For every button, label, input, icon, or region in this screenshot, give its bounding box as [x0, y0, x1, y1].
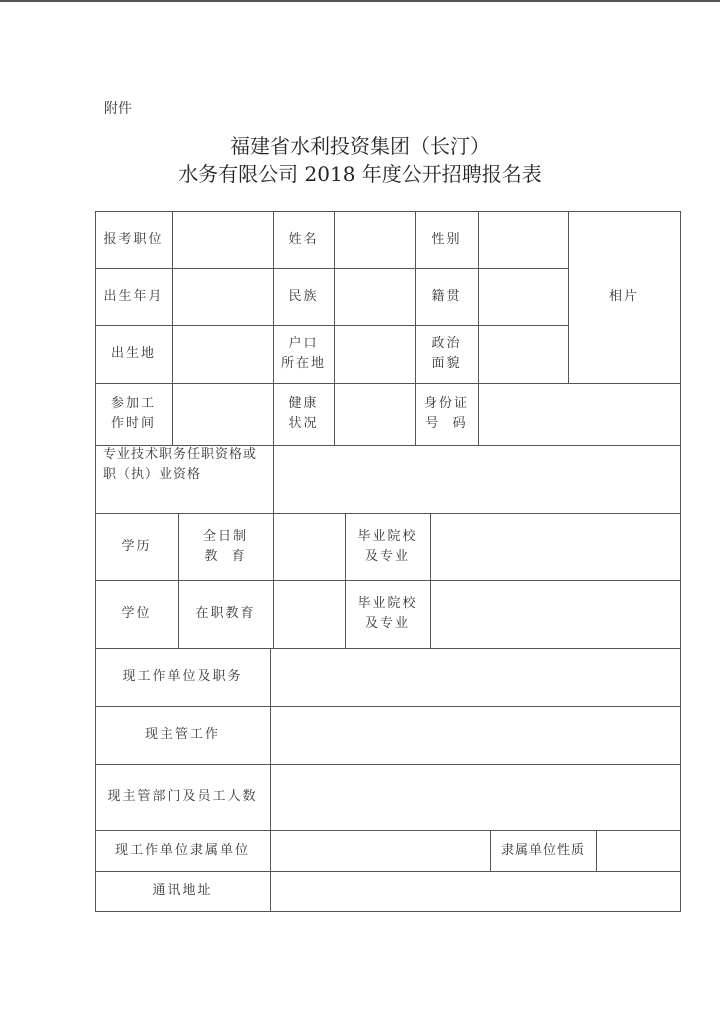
label-name: 姓名: [288, 231, 319, 247]
label-qualification: [95, 445, 273, 513]
label-position-applied: 报考职位: [103, 231, 164, 247]
label-work-start-line-1: 参加工: [110, 396, 156, 411]
label-fulltime-line-2: 教 育: [204, 548, 247, 564]
field-fulltime-education[interactable]: [274, 514, 345, 580]
form-title-line-2: 水务有限公司 2018 年度公开招聘报名表: [178, 162, 542, 186]
field-current-duties[interactable]: [271, 707, 680, 764]
label-current-employer: 现工作单位及职务: [122, 669, 243, 684]
field-hukou[interactable]: [335, 326, 415, 383]
label-school-major-line-1: 毕业院校: [357, 528, 418, 544]
field-qualification[interactable]: [274, 446, 680, 513]
label-political-line-1: 政治: [431, 336, 462, 351]
label-qualification-line-2: 职（执）业资格: [103, 467, 202, 482]
label-degree: 学位: [121, 606, 152, 621]
field-dept-headcount[interactable]: [271, 765, 680, 830]
field-birthplace[interactable]: [173, 326, 273, 383]
field-political-status[interactable]: [479, 326, 568, 383]
field-current-employer[interactable]: [271, 649, 680, 706]
label-school-major-2: [345, 580, 430, 648]
label-school-major: [345, 513, 430, 580]
label-ethnicity: 民族: [288, 288, 319, 304]
label-qualification-line-1: 专业技术职务任职资格或: [103, 447, 258, 462]
field-gender[interactable]: [479, 212, 568, 268]
label-native-place: 籍贯: [431, 288, 462, 304]
field-position-applied[interactable]: [173, 212, 273, 268]
attachment-label: 附件: [104, 101, 132, 117]
label-education: 学历: [121, 538, 152, 554]
label-hukou-line-2: 所在地: [280, 356, 326, 371]
field-school-major[interactable]: [431, 514, 680, 580]
label-political-line-2: 面貌: [431, 356, 462, 371]
field-ethnicity[interactable]: [335, 269, 415, 325]
label-address: 通讯地址: [152, 883, 213, 898]
label-id-line-1: 身份证: [423, 396, 469, 411]
label-hukou: [273, 325, 334, 383]
field-health[interactable]: [335, 384, 415, 445]
field-name[interactable]: [335, 212, 415, 268]
label-school-major-line-2: 及专业: [364, 548, 410, 564]
field-native-place[interactable]: [479, 269, 568, 325]
table-border-bottom: [95, 911, 681, 912]
field-id-number[interactable]: [479, 384, 680, 445]
field-birth-date[interactable]: [173, 269, 273, 325]
label-inservice-education: 在职教育: [195, 606, 256, 621]
label-current-duties: 现主管工作: [144, 727, 220, 742]
label-health-line-1: 健康: [288, 396, 319, 411]
label-parent-unit-type: 隶属单位性质: [500, 842, 585, 858]
table-border-right: [680, 211, 681, 912]
field-inservice-education[interactable]: [274, 581, 345, 648]
form-title-line-1: 福建省水利投资集团（长汀）: [230, 134, 490, 158]
field-parent-unit[interactable]: [271, 831, 490, 871]
field-school-major-2[interactable]: [431, 581, 680, 648]
label-id-number: [415, 383, 478, 445]
field-address[interactable]: [271, 872, 680, 911]
field-work-start[interactable]: [173, 384, 273, 445]
label-fulltime-education: [178, 513, 273, 580]
label-fulltime-line-1: 全日制: [202, 528, 248, 544]
label-hukou-line-1: 户口: [288, 336, 319, 351]
label-birthplace: 出生地: [110, 346, 156, 361]
label-health: [273, 383, 334, 445]
label-political-status: [415, 325, 478, 383]
scan-edge: [0, 0, 720, 2]
label-dept-headcount: 现主管部门及员工人数: [107, 789, 258, 804]
label-health-line-2: 状况: [288, 416, 319, 431]
label-school-major-2-line-2: 及专业: [364, 616, 410, 631]
label-gender: 性别: [431, 231, 462, 247]
label-id-line-2: 号 码: [425, 416, 468, 431]
label-photo: 相片: [608, 289, 639, 304]
label-school-major-2-line-1: 毕业院校: [357, 596, 418, 611]
label-birth-date: 出生年月: [103, 288, 164, 304]
label-work-start-line-2: 作时间: [110, 416, 156, 431]
photo-box[interactable]: [568, 211, 680, 383]
field-parent-unit-type[interactable]: [597, 831, 680, 871]
label-work-start: [95, 383, 172, 445]
label-parent-unit: 现工作单位隶属单位: [114, 842, 250, 858]
